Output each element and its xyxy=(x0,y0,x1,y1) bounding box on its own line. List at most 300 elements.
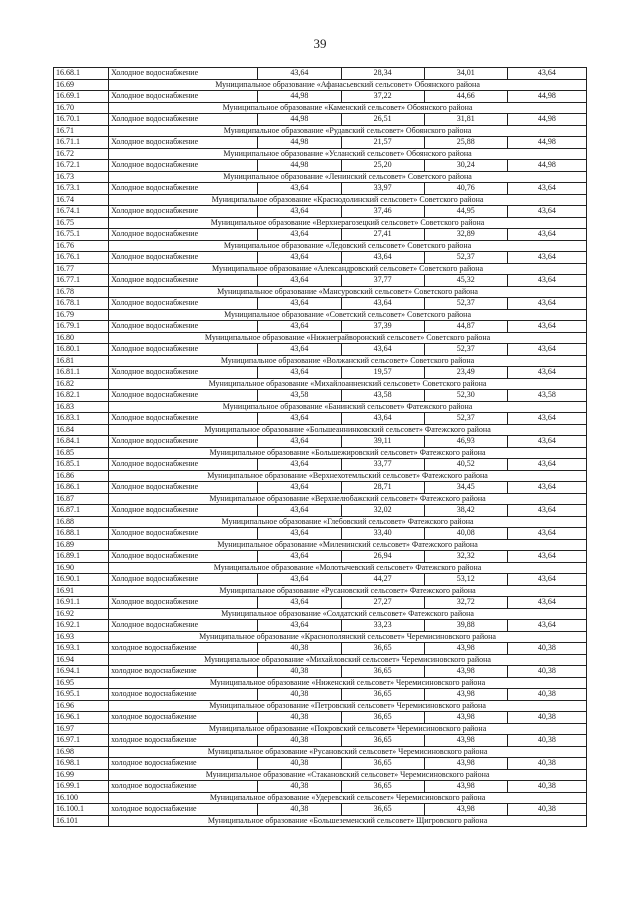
tariff-row xyxy=(54,68,587,80)
municipality-name: Муниципальное образование «Покровский сельсовет» Черемисиновского района xyxy=(109,723,587,735)
row-code: 16.85.1 xyxy=(54,459,109,471)
service-name: Холодное водоснабжение xyxy=(109,528,258,540)
tariff-value-4: 44,98 xyxy=(507,137,586,149)
page-number: 39 xyxy=(313,36,327,51)
tariff-row xyxy=(54,206,587,218)
tariff-value-1: 40,38 xyxy=(258,643,341,655)
municipality-header-row xyxy=(54,194,587,206)
row-code: 16.97.1 xyxy=(54,735,109,747)
row-code: 16.86 xyxy=(54,470,109,482)
row-code: 16.92.1 xyxy=(54,620,109,632)
tariff-value-2: 19,57 xyxy=(341,367,424,379)
tariff-row xyxy=(54,183,587,195)
tariff-value-1: 40,38 xyxy=(258,666,341,678)
tariff-value-1: 43,64 xyxy=(258,413,341,425)
municipality-header-row xyxy=(54,79,587,91)
row-code: 16.98.1 xyxy=(54,758,109,770)
tariff-row xyxy=(54,712,587,724)
tariff-value-3: 43,98 xyxy=(424,666,507,678)
municipality-name: Муниципальное образование «Верхнелюбажский сельсовет» Фатежского района xyxy=(109,493,587,505)
tariff-value-4: 40,38 xyxy=(507,758,586,770)
tariff-row xyxy=(54,597,587,609)
municipality-name: Муниципальное образование «Верхнерагозецкий сельсовет» Советского района xyxy=(109,217,587,229)
tariff-value-1: 44,98 xyxy=(258,114,341,126)
tariff-value-4: 43,64 xyxy=(507,459,586,471)
row-code: 16.70.1 xyxy=(54,114,109,126)
service-name: Холодное водоснабжение xyxy=(109,482,258,494)
row-code: 16.94.1 xyxy=(54,666,109,678)
tariff-table xyxy=(53,67,587,827)
tariff-row xyxy=(54,367,587,379)
service-name: холодное водоснабжение xyxy=(109,689,258,701)
row-code: 16.73.1 xyxy=(54,183,109,195)
tariff-value-4: 43,64 xyxy=(507,597,586,609)
tariff-value-4: 40,38 xyxy=(507,689,586,701)
municipality-name: Муниципальное образование «Стакановский сельсовет» Черемисиновского района xyxy=(109,769,587,781)
tariff-value-3: 43,98 xyxy=(424,735,507,747)
tariff-value-3: 43,98 xyxy=(424,712,507,724)
row-code: 16.76 xyxy=(54,240,109,252)
tariff-value-1: 40,38 xyxy=(258,758,341,770)
service-name: Холодное водоснабжение xyxy=(109,505,258,517)
municipality-name: Муниципальное образование «Краснодолинский сельсовет» Советского района xyxy=(109,194,587,206)
tariff-value-1: 43,64 xyxy=(258,229,341,241)
tariff-value-3: 44,87 xyxy=(424,321,507,333)
row-code: 16.81.1 xyxy=(54,367,109,379)
row-code: 16.88 xyxy=(54,516,109,528)
row-code: 16.77.1 xyxy=(54,275,109,287)
tariff-row xyxy=(54,758,587,770)
tariff-value-1: 43,64 xyxy=(258,344,341,356)
service-name: Холодное водоснабжение xyxy=(109,344,258,356)
tariff-value-2: 43,58 xyxy=(341,390,424,402)
tariff-value-1: 43,58 xyxy=(258,390,341,402)
municipality-name: Муниципальное образование «Афанасьевский сельсовет» Обоянского района xyxy=(109,79,587,91)
tariff-value-1: 43,64 xyxy=(258,482,341,494)
municipality-name: Муниципальное образование «Миленинский сельсовет» Фатежского района xyxy=(109,539,587,551)
tariff-row xyxy=(54,574,587,586)
tariff-value-2: 26,51 xyxy=(341,114,424,126)
tariff-value-4: 44,98 xyxy=(507,91,586,103)
tariff-value-4: 43,64 xyxy=(507,482,586,494)
tariff-value-2: 21,57 xyxy=(341,137,424,149)
tariff-value-2: 33,77 xyxy=(341,459,424,471)
row-code: 16.69.1 xyxy=(54,91,109,103)
tariff-value-2: 36,65 xyxy=(341,689,424,701)
row-code: 16.87 xyxy=(54,493,109,505)
municipality-name: Муниципальное образование «Михайловский сельсовет» Черемисиновского района xyxy=(109,654,587,666)
municipality-header-row xyxy=(54,585,587,597)
tariff-value-3: 32,89 xyxy=(424,229,507,241)
municipality-header-row xyxy=(54,148,587,160)
service-name: холодное водоснабжение xyxy=(109,735,258,747)
tariff-value-1: 43,64 xyxy=(258,275,341,287)
tariff-value-2: 37,39 xyxy=(341,321,424,333)
row-code: 16.72.1 xyxy=(54,160,109,172)
tariff-value-3: 43,98 xyxy=(424,781,507,793)
row-code: 16.93.1 xyxy=(54,643,109,655)
service-name: холодное водоснабжение xyxy=(109,781,258,793)
tariff-value-4: 43,64 xyxy=(507,528,586,540)
service-name: холодное водоснабжение xyxy=(109,712,258,724)
tariff-value-4: 40,38 xyxy=(507,781,586,793)
tariff-value-2: 43,64 xyxy=(341,344,424,356)
municipality-header-row xyxy=(54,493,587,505)
tariff-value-3: 40,52 xyxy=(424,459,507,471)
tariff-value-2: 39,11 xyxy=(341,436,424,448)
service-name: Холодное водоснабжение xyxy=(109,206,258,218)
tariff-row xyxy=(54,735,587,747)
tariff-value-3: 23,49 xyxy=(424,367,507,379)
tariff-value-4: 43,64 xyxy=(507,298,586,310)
tariff-value-4: 43,64 xyxy=(507,229,586,241)
row-code: 16.77 xyxy=(54,263,109,275)
row-code: 16.84 xyxy=(54,424,109,436)
tariff-value-2: 28,71 xyxy=(341,482,424,494)
row-code: 16.92 xyxy=(54,608,109,620)
tariff-value-2: 43,64 xyxy=(341,298,424,310)
row-code: 16.82.1 xyxy=(54,390,109,402)
tariff-value-2: 43,64 xyxy=(341,413,424,425)
municipality-header-row xyxy=(54,332,587,344)
row-code: 16.71 xyxy=(54,125,109,137)
municipality-name: Муниципальное образование «Русановский сельсовет» Черемисиновского района xyxy=(109,746,587,758)
tariff-row xyxy=(54,781,587,793)
municipality-header-row xyxy=(54,470,587,482)
tariff-table-body xyxy=(54,68,587,827)
row-code: 16.76.1 xyxy=(54,252,109,264)
tariff-row xyxy=(54,436,587,448)
municipality-header-row xyxy=(54,516,587,528)
municipality-name: Муниципальное образование «Петровский сельсовет» Черемисиновского района xyxy=(109,700,587,712)
tariff-row xyxy=(54,321,587,333)
row-code: 16.96.1 xyxy=(54,712,109,724)
row-code: 16.83.1 xyxy=(54,413,109,425)
municipality-header-row xyxy=(54,792,587,804)
tariff-value-4: 43,64 xyxy=(507,551,586,563)
row-code: 16.80.1 xyxy=(54,344,109,356)
tariff-row xyxy=(54,114,587,126)
tariff-row xyxy=(54,298,587,310)
municipality-header-row xyxy=(54,631,587,643)
tariff-value-1: 43,64 xyxy=(258,298,341,310)
tariff-row xyxy=(54,551,587,563)
row-code: 16.72 xyxy=(54,148,109,160)
row-code: 16.73 xyxy=(54,171,109,183)
tariff-value-1: 43,64 xyxy=(258,528,341,540)
municipality-header-row xyxy=(54,286,587,298)
municipality-name: Муниципальное образование «Удеревский сельсовет» Черемисиновского района xyxy=(109,792,587,804)
row-code: 16.79 xyxy=(54,309,109,321)
tariff-row xyxy=(54,390,587,402)
municipality-header-row xyxy=(54,171,587,183)
tariff-value-2: 37,22 xyxy=(341,91,424,103)
tariff-value-3: 30,24 xyxy=(424,160,507,172)
row-code: 16.83 xyxy=(54,401,109,413)
tariff-value-1: 40,38 xyxy=(258,781,341,793)
row-code: 16.99 xyxy=(54,769,109,781)
tariff-value-3: 40,76 xyxy=(424,183,507,195)
tariff-value-3: 34,01 xyxy=(424,68,507,80)
tariff-value-1: 43,64 xyxy=(258,551,341,563)
tariff-value-1: 43,64 xyxy=(258,620,341,632)
tariff-value-2: 28,34 xyxy=(341,68,424,80)
row-code: 16.94 xyxy=(54,654,109,666)
service-name: Холодное водоснабжение xyxy=(109,275,258,287)
service-name: холодное водоснабжение xyxy=(109,666,258,678)
row-code: 16.69 xyxy=(54,79,109,91)
tariff-value-1: 43,64 xyxy=(258,436,341,448)
municipality-header-row xyxy=(54,562,587,574)
municipality-header-row xyxy=(54,309,587,321)
tariff-row xyxy=(54,689,587,701)
municipality-header-row xyxy=(54,102,587,114)
row-code: 16.95 xyxy=(54,677,109,689)
row-code: 16.74.1 xyxy=(54,206,109,218)
tariff-value-1: 43,64 xyxy=(258,183,341,195)
tariff-value-1: 43,64 xyxy=(258,574,341,586)
row-code: 16.86.1 xyxy=(54,482,109,494)
municipality-name: Муниципальное образование «Нижнеграйворонский сельсовет» Советского района xyxy=(109,332,587,344)
tariff-value-4: 43,64 xyxy=(507,206,586,218)
municipality-name: Муниципальное образование «Волжанский сельсовет» Советского района xyxy=(109,355,587,367)
tariff-row xyxy=(54,666,587,678)
tariff-value-1: 43,64 xyxy=(258,505,341,517)
row-code: 16.84.1 xyxy=(54,436,109,448)
tariff-value-4: 43,64 xyxy=(507,574,586,586)
service-name: Холодное водоснабжение xyxy=(109,68,258,80)
tariff-value-2: 32,02 xyxy=(341,505,424,517)
tariff-row xyxy=(54,91,587,103)
municipality-name: Муниципальное образование «Большеаннинковский сельсовет» Фатежского района xyxy=(109,424,587,436)
tariff-value-2: 33,23 xyxy=(341,620,424,632)
municipality-header-row xyxy=(54,125,587,137)
tariff-value-1: 40,38 xyxy=(258,712,341,724)
service-name: холодное водоснабжение xyxy=(109,804,258,816)
municipality-header-row xyxy=(54,746,587,758)
tariff-value-3: 52,30 xyxy=(424,390,507,402)
tariff-value-4: 40,38 xyxy=(507,712,586,724)
tariff-row xyxy=(54,643,587,655)
tariff-row xyxy=(54,252,587,264)
municipality-header-row xyxy=(54,240,587,252)
tariff-row xyxy=(54,229,587,241)
service-name: Холодное водоснабжение xyxy=(109,574,258,586)
row-code: 16.101 xyxy=(54,815,109,827)
tariff-row xyxy=(54,804,587,816)
row-code: 16.100 xyxy=(54,792,109,804)
tariff-value-4: 44,98 xyxy=(507,160,586,172)
municipality-name: Муниципальное образование «Ленинский сельсовет» Советского района xyxy=(109,171,587,183)
tariff-value-1: 44,98 xyxy=(258,91,341,103)
service-name: Холодное водоснабжение xyxy=(109,436,258,448)
tariff-value-3: 52,37 xyxy=(424,344,507,356)
row-code: 16.70 xyxy=(54,102,109,114)
tariff-value-2: 27,27 xyxy=(341,597,424,609)
tariff-value-1: 43,64 xyxy=(258,597,341,609)
tariff-value-4: 43,64 xyxy=(507,620,586,632)
tariff-row xyxy=(54,160,587,172)
tariff-value-4: 43,64 xyxy=(507,367,586,379)
tariff-value-3: 52,37 xyxy=(424,413,507,425)
municipality-header-row xyxy=(54,539,587,551)
row-code: 16.88.1 xyxy=(54,528,109,540)
tariff-value-3: 45,32 xyxy=(424,275,507,287)
tariff-value-2: 33,40 xyxy=(341,528,424,540)
municipality-header-row xyxy=(54,355,587,367)
tariff-value-4: 43,64 xyxy=(507,505,586,517)
tariff-value-4: 43,64 xyxy=(507,344,586,356)
tariff-value-3: 38,42 xyxy=(424,505,507,517)
municipality-header-row xyxy=(54,263,587,275)
municipality-header-row xyxy=(54,654,587,666)
row-code: 16.99.1 xyxy=(54,781,109,793)
row-code: 16.82 xyxy=(54,378,109,390)
tariff-value-2: 37,46 xyxy=(341,206,424,218)
municipality-name: Муниципальное образование «Краснополянский сельсовет» Черемисиновского района xyxy=(109,631,587,643)
municipality-header-row xyxy=(54,815,587,827)
tariff-value-1: 43,64 xyxy=(258,367,341,379)
row-code: 16.81 xyxy=(54,355,109,367)
tariff-value-2: 33,97 xyxy=(341,183,424,195)
service-name: Холодное водоснабжение xyxy=(109,551,258,563)
service-name: Холодное водоснабжение xyxy=(109,620,258,632)
municipality-name: Муниципальное образование «Ниженский сельсовет» Черемисиновского района xyxy=(109,677,587,689)
tariff-value-3: 40,08 xyxy=(424,528,507,540)
service-name: Холодное водоснабжение xyxy=(109,114,258,126)
service-name: холодное водоснабжение xyxy=(109,758,258,770)
row-code: 16.80 xyxy=(54,332,109,344)
tariff-value-3: 43,98 xyxy=(424,689,507,701)
tariff-value-2: 36,65 xyxy=(341,712,424,724)
municipality-header-row xyxy=(54,700,587,712)
row-code: 16.74 xyxy=(54,194,109,206)
service-name: Холодное водоснабжение xyxy=(109,229,258,241)
tariff-row xyxy=(54,482,587,494)
municipality-name: Муниципальное образование «Глебовский сельсовет» Фатежского района xyxy=(109,516,587,528)
municipality-name: Муниципальное образование «Мансуровский сельсовет» Советского района xyxy=(109,286,587,298)
tariff-row xyxy=(54,459,587,471)
row-code: 16.85 xyxy=(54,447,109,459)
tariff-value-1: 43,64 xyxy=(258,459,341,471)
municipality-name: Муниципальное образование «Большежировский сельсовет» Фатежского района xyxy=(109,447,587,459)
row-code: 16.95.1 xyxy=(54,689,109,701)
municipality-name: Муниципальное образование «Советский сельсовет» Советского района xyxy=(109,309,587,321)
tariff-value-2: 36,65 xyxy=(341,666,424,678)
tariff-value-1: 44,98 xyxy=(258,137,341,149)
municipality-header-row xyxy=(54,447,587,459)
tariff-value-1: 44,98 xyxy=(258,160,341,172)
tariff-row xyxy=(54,137,587,149)
tariff-value-2: 27,41 xyxy=(341,229,424,241)
row-code: 16.75 xyxy=(54,217,109,229)
row-code: 16.75.1 xyxy=(54,229,109,241)
service-name: Холодное водоснабжение xyxy=(109,413,258,425)
service-name: Холодное водоснабжение xyxy=(109,298,258,310)
row-code: 16.98 xyxy=(54,746,109,758)
row-code: 16.68.1 xyxy=(54,68,109,80)
tariff-value-4: 40,38 xyxy=(507,643,586,655)
tariff-value-3: 53,12 xyxy=(424,574,507,586)
tariff-row xyxy=(54,620,587,632)
row-code: 16.71.1 xyxy=(54,137,109,149)
tariff-value-1: 43,64 xyxy=(258,252,341,264)
tariff-value-4: 43,64 xyxy=(507,413,586,425)
row-code: 16.91 xyxy=(54,585,109,597)
row-code: 16.89 xyxy=(54,539,109,551)
tariff-value-1: 43,64 xyxy=(258,68,341,80)
municipality-name: Муниципальное образование «Михайлоанненский сельсовет» Советского района xyxy=(109,378,587,390)
row-code: 16.87.1 xyxy=(54,505,109,517)
municipality-name: Муниципальное образование «Ледовский сельсовет» Советского района xyxy=(109,240,587,252)
tariff-value-2: 25,20 xyxy=(341,160,424,172)
tariff-value-3: 32,32 xyxy=(424,551,507,563)
tariff-row xyxy=(54,528,587,540)
municipality-header-row xyxy=(54,723,587,735)
tariff-value-4: 43,64 xyxy=(507,68,586,80)
tariff-value-2: 36,65 xyxy=(341,804,424,816)
tariff-value-3: 44,66 xyxy=(424,91,507,103)
tariff-value-2: 36,65 xyxy=(341,735,424,747)
tariff-value-2: 36,65 xyxy=(341,758,424,770)
tariff-row xyxy=(54,344,587,356)
service-name: Холодное водоснабжение xyxy=(109,91,258,103)
tariff-row xyxy=(54,413,587,425)
service-name: Холодное водоснабжение xyxy=(109,252,258,264)
tariff-value-2: 37,77 xyxy=(341,275,424,287)
tariff-value-3: 34,45 xyxy=(424,482,507,494)
tariff-value-3: 52,37 xyxy=(424,252,507,264)
tariff-value-2: 26,94 xyxy=(341,551,424,563)
tariff-value-3: 43,98 xyxy=(424,643,507,655)
row-code: 16.97 xyxy=(54,723,109,735)
municipality-name: Муниципальное образование «Большеземенский сельсовет» Щигровского района xyxy=(109,815,587,827)
row-code: 16.96 xyxy=(54,700,109,712)
municipality-header-row xyxy=(54,401,587,413)
municipality-header-row xyxy=(54,769,587,781)
municipality-header-row xyxy=(54,424,587,436)
service-name: Холодное водоснабжение xyxy=(109,367,258,379)
service-name: Холодное водоснабжение xyxy=(109,321,258,333)
tariff-row xyxy=(54,505,587,517)
municipality-name: Муниципальное образование «Каменский сельсовет» Обоянского района xyxy=(109,102,587,114)
tariff-value-2: 36,65 xyxy=(341,781,424,793)
municipality-name: Муниципальное образование «Александровский сельсовет» Советского района xyxy=(109,263,587,275)
municipality-name: Муниципальное образование «Молотычевский сельсовет» Фатежского района xyxy=(109,562,587,574)
municipality-name: Муниципальное образование «Усланский сельсовет» Обоянского района xyxy=(109,148,587,160)
service-name: Холодное водоснабжение xyxy=(109,459,258,471)
municipality-name: Муниципальное образование «Русановский сельсовет» Фатежского района xyxy=(109,585,587,597)
row-code: 16.90.1 xyxy=(54,574,109,586)
row-code: 16.93 xyxy=(54,631,109,643)
municipality-name: Муниципальное образование «Банинский сельсовет» Фатежского района xyxy=(109,401,587,413)
service-name: Холодное водоснабжение xyxy=(109,597,258,609)
row-code: 16.89.1 xyxy=(54,551,109,563)
tariff-value-4: 43,64 xyxy=(507,252,586,264)
municipality-header-row xyxy=(54,217,587,229)
tariff-value-1: 40,38 xyxy=(258,804,341,816)
tariff-value-2: 36,65 xyxy=(341,643,424,655)
tariff-value-3: 44,95 xyxy=(424,206,507,218)
tariff-row xyxy=(54,275,587,287)
row-code: 16.78 xyxy=(54,286,109,298)
tariff-value-3: 25,88 xyxy=(424,137,507,149)
tariff-value-1: 43,64 xyxy=(258,321,341,333)
municipality-name: Муниципальное образование «Рудавский сельсовет» Обоянского района xyxy=(109,125,587,137)
tariff-value-4: 43,64 xyxy=(507,321,586,333)
row-code: 16.90 xyxy=(54,562,109,574)
tariff-value-3: 43,98 xyxy=(424,804,507,816)
